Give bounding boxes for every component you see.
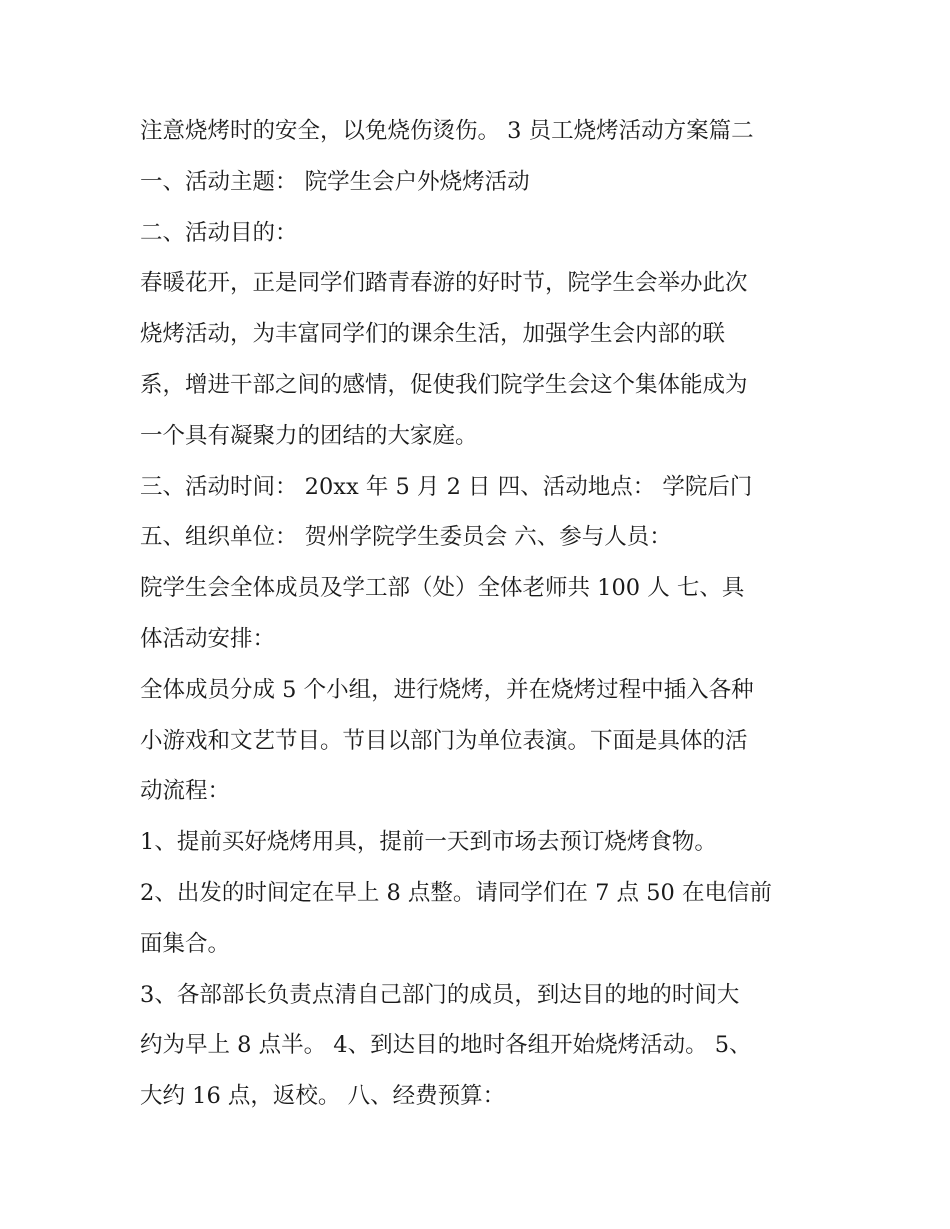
text-line: 全体成员分成 5 个小组，进行烧烤，并在烧烤过程中插入各种 — [140, 676, 754, 703]
text-line: 大约 16 点，返校。 八、经费预算： — [140, 1083, 506, 1110]
text-line: 面集合。 — [140, 930, 231, 957]
text-line: 五、组织单位： 贺州学院学生委员会 六、参与人员： — [140, 524, 672, 551]
text-line: 系，增进干部之间的感情，促使我们院学生会这个集体能成为 — [140, 371, 748, 398]
text-line: 小游戏和文艺节目。节目以部门为单位表演。下面是具体的活 — [140, 727, 748, 754]
text-line: 二、活动目的： — [140, 219, 298, 246]
text-line: 春暖花开，正是同学们踏青春游的好时节，院学生会举办此次 — [140, 270, 748, 297]
text-line: 动流程： — [140, 778, 231, 805]
text-line: 三、活动时间： 20xx 年 5 月 2 日 四、活动地点： 学院后门 — [140, 473, 753, 500]
text-line: 注意烧烤时的安全，以免烧伤烫伤。 3 员工烧烤活动方案篇二 — [140, 118, 754, 144]
text-line: 2、出发的时间定在早上 8 点整。请同学们在 7 点 50 在电信前 — [140, 879, 772, 906]
text-line: 约为早上 8 点半。 4、到达目的地时各组开始烧烤活动。 5、 — [140, 1032, 752, 1059]
text-line: 院学生会全体成员及学工部（处）全体老师共 100 人 七、具 — [140, 575, 745, 602]
text-line: 3、各部部长负责点清自己部门的成员，到达目的地的时间大 — [140, 981, 740, 1008]
document-body — [140, 106, 830, 1122]
text-line: 一个具有凝聚力的团结的大家庭。 — [140, 422, 478, 449]
text-line: 体活动安排： — [140, 625, 276, 652]
text-line: 1、提前买好烧烤用具，提前一天到市场去预订烧烤食物。 — [140, 829, 717, 856]
text-line: 烧烤活动，为丰富同学们的课余生活，加强学生会内部的联 — [140, 321, 726, 348]
text-line: 一、活动主题： 院学生会户外烧烤活动 — [140, 168, 530, 195]
